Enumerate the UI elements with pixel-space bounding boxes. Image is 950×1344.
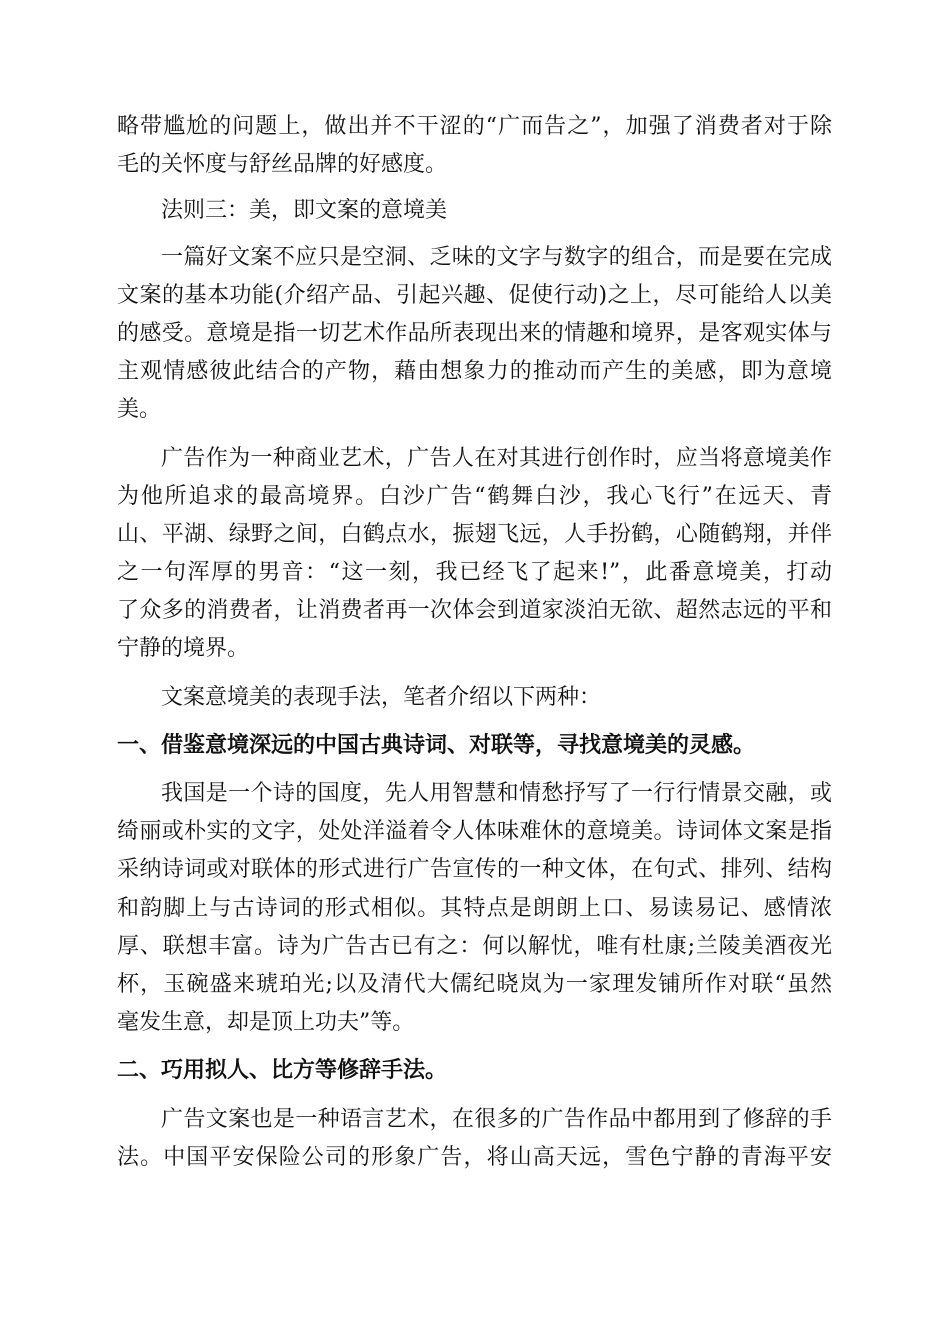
text-line: 山、平湖、绿野之间，白鹤点水，振翅飞远，人手扮鹤，心随鹤翔，并伴 — [117, 521, 832, 547]
section-heading-1 — [117, 727, 832, 765]
paragraph — [117, 679, 832, 717]
heading-text: 二、巧用拟人、比方等修辞手法。 — [117, 1058, 448, 1084]
text-line: 毫发生意，却是顶上功夫”等。 — [117, 1010, 415, 1036]
text-line: 为他所追求的最高境界。白沙广告“鹤舞白沙，我心飞行”在远天、青 — [117, 483, 832, 509]
paragraph — [117, 108, 832, 184]
text-line: 之一句浑厚的男音：“这一刻，我已经飞了起来!”，此番意境美，打动 — [117, 560, 832, 586]
paragraph — [117, 1101, 832, 1177]
text-line: 了众多的消费者，让消费者再一次体会到道家淡泊无欲、超然志远的平和 — [117, 598, 832, 624]
text-line: 略带尴尬的问题上，做出并不干涩的“广而告之”，加强了消费者对于除 — [117, 114, 832, 139]
text-line: 宁静的境界。 — [117, 636, 250, 662]
paragraph — [117, 440, 832, 669]
section-heading-2 — [117, 1052, 832, 1090]
text-line: 文案的基本功能(介绍产品、引起兴趣、促使行动)之上，尽可能给人以美 — [117, 282, 832, 308]
section-rule-title — [117, 192, 832, 230]
text-line: 采纳诗词或对联体的形式进行广告宣传的一种文体，在句式、排列、结构 — [117, 857, 832, 883]
text-line: 一篇好文案不应只是空洞、乏味的文字与数字的组合，而是要在完成 — [161, 244, 832, 270]
document-page — [117, 108, 832, 1177]
text-line: 厚、联想丰富。诗为广告古已有之：何以解忧，唯有杜康;兰陵美酒夜光 — [117, 933, 832, 959]
text-line: 我国是一个诗的国度，先人用智慧和情愁抒写了一行行情景交融，或 — [161, 781, 832, 806]
text-line: 毛的关怀度与舒丝品牌的好感度。 — [117, 152, 448, 178]
text-line: 杯，玉碗盛来琥珀光;以及清代大儒纪晓岚为一家理发铺所作对联“虽然 — [117, 971, 832, 997]
text-line: 法。中国平安保险公司的形象广告，将山高天远，雪色宁静的青海平安 — [117, 1144, 832, 1170]
text-line: 法则三：美，即文案的意境美 — [161, 198, 448, 224]
text-line: 和韵脚上与古诗词的形式相似。其特点是朗朗上口、易读易记、感情浓 — [117, 895, 832, 921]
heading-text: 一、借鉴意境深远的中国古典诗词、对联等，寻找意境美的灵感。 — [117, 732, 756, 758]
text-line: 绮丽或朴实的文字，处处洋溢着令人体味难休的意境美。诗词体文案是指 — [117, 819, 832, 845]
text-line: 广告作为一种商业艺术，广告人在对其进行创作时，应当将意境美作 — [161, 445, 832, 471]
paragraph — [117, 775, 832, 1042]
paragraph — [117, 239, 832, 430]
text-line: 广告文案也是一种语言艺术，在很多的广告作品中都用到了修辞的手 — [161, 1106, 832, 1132]
text-line: 的感受。意境是指一切艺术作品所表现出来的情趣和境界，是客观实体与 — [117, 320, 832, 346]
text-line: 主观情感彼此结合的产物，藉由想象力的推动而产生的美感，即为意境 — [117, 359, 832, 385]
text-line: 文案意境美的表现手法，笔者介绍以下两种： — [161, 684, 602, 710]
text-line: 美。 — [117, 397, 162, 423]
